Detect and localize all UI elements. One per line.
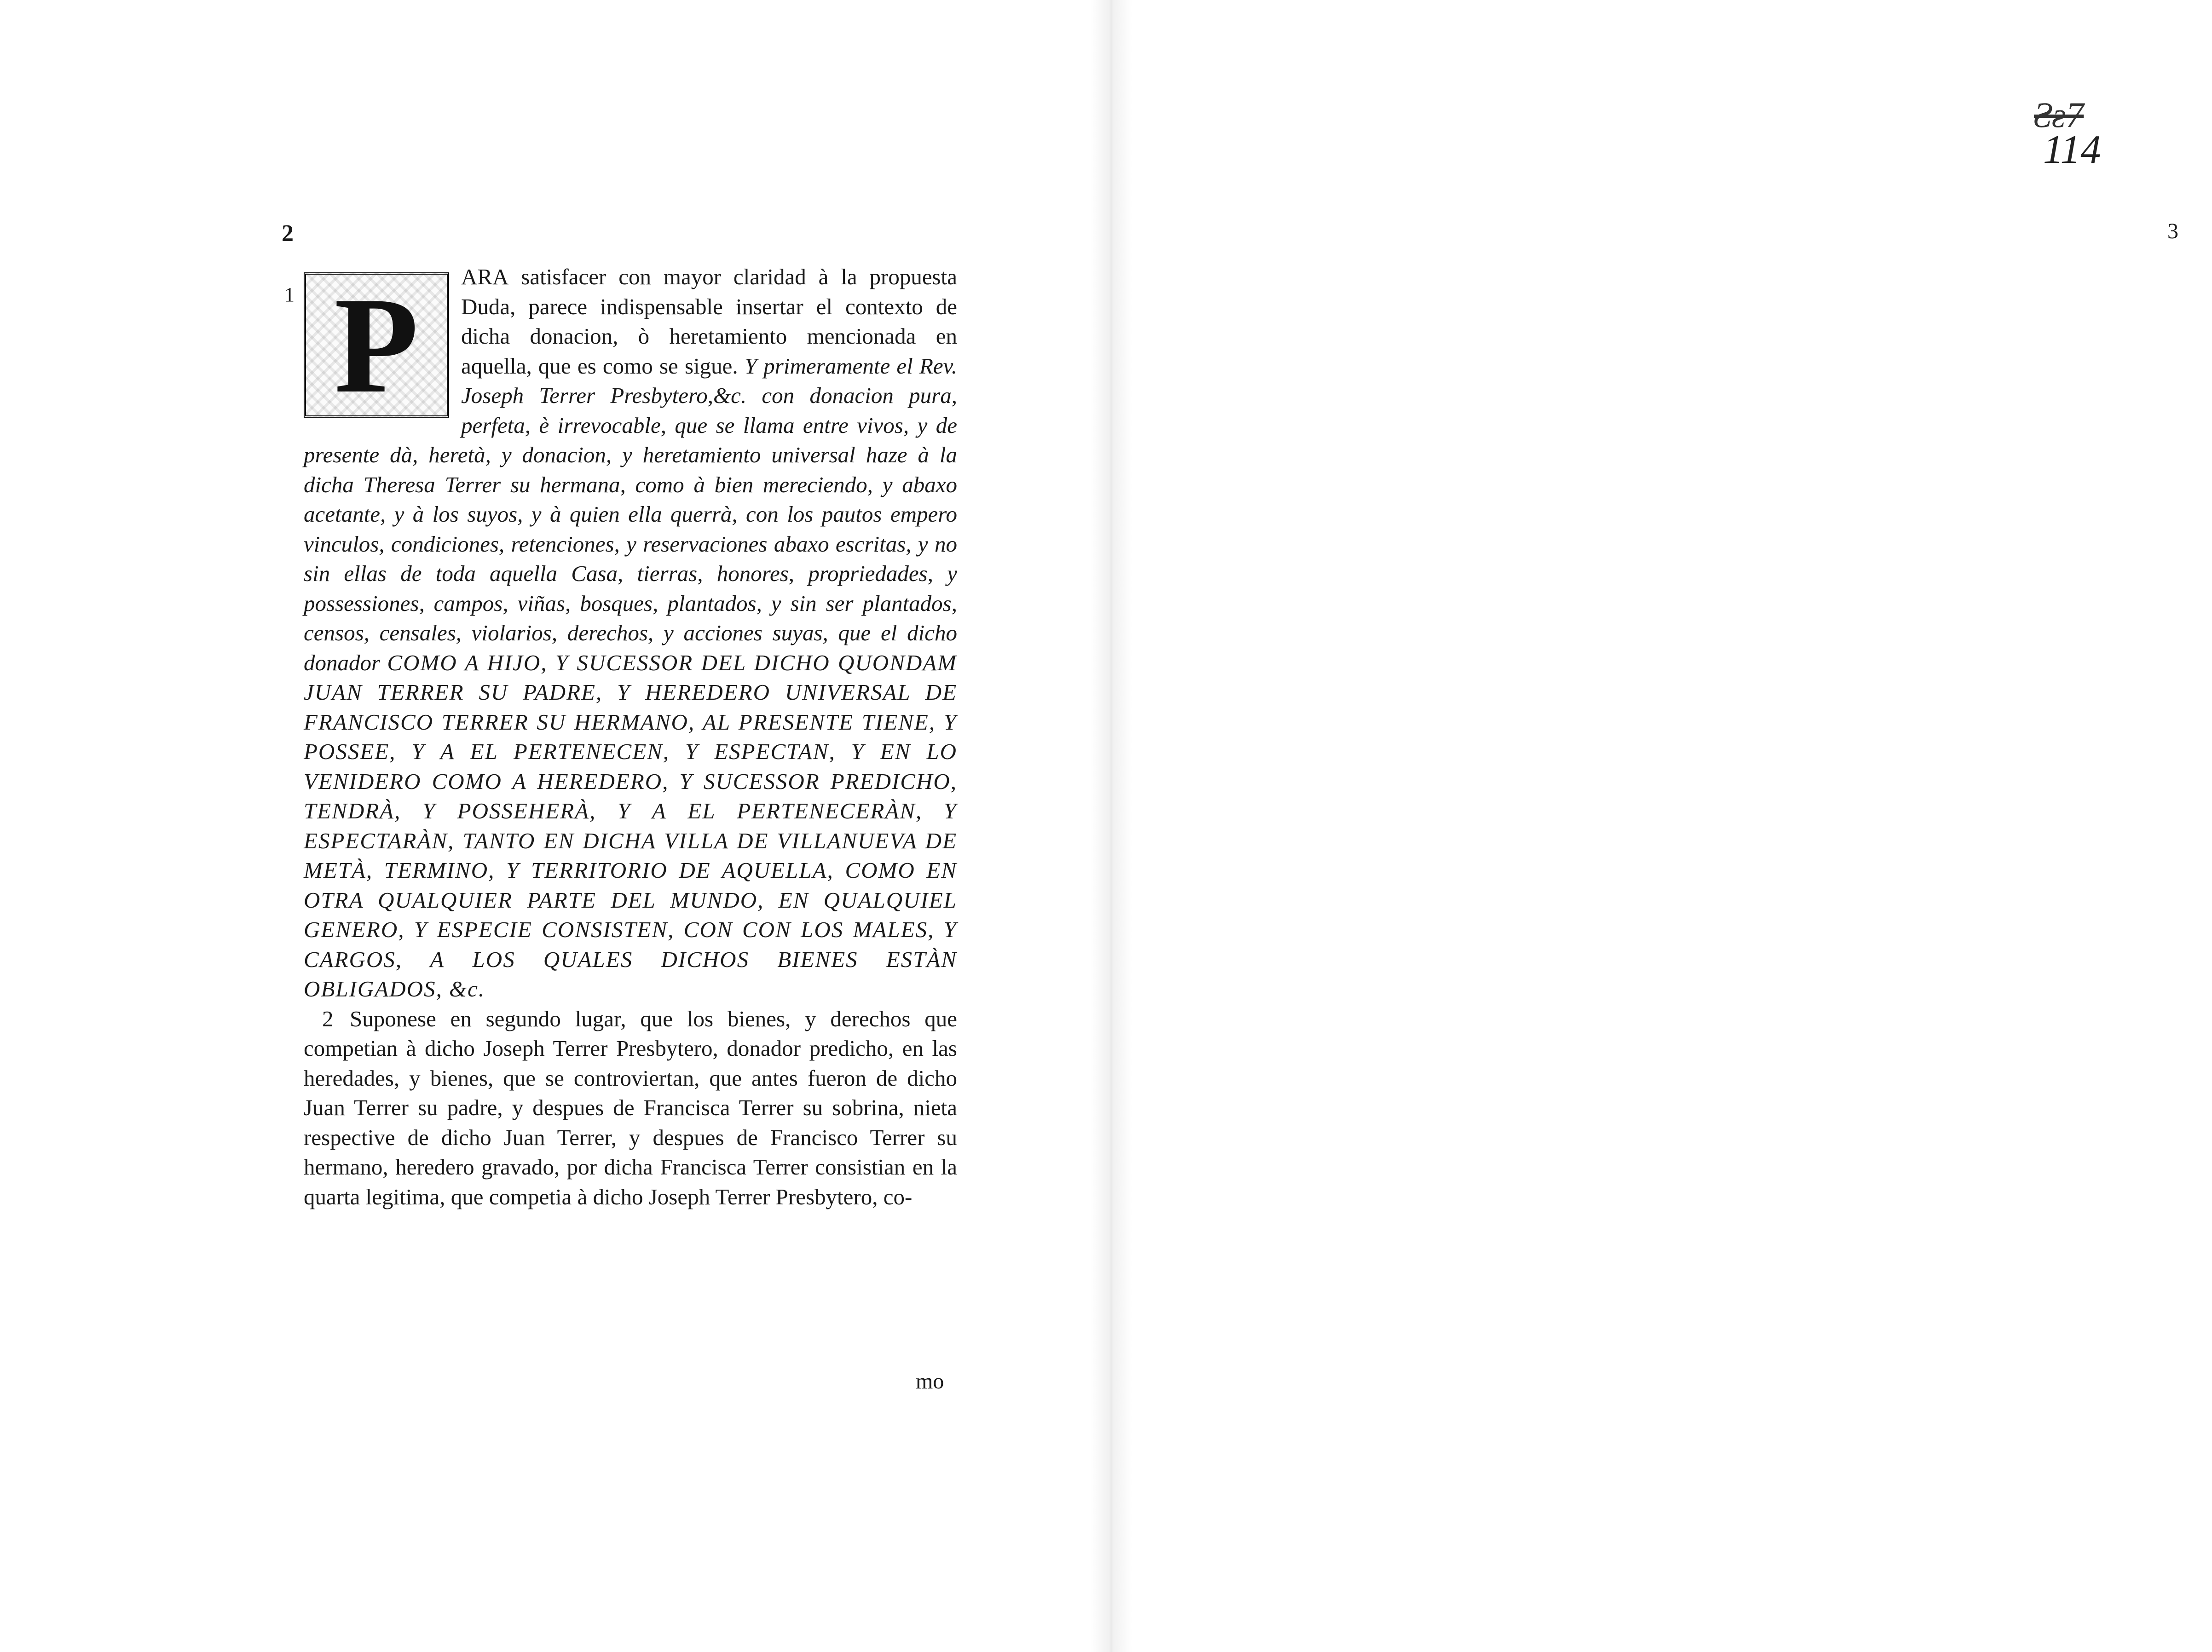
right-page-number: 3 (2167, 219, 2178, 243)
donation-quote: Y primeramente el Rev. Joseph Terrer Presbytero,&c. con donacion pura, perfeta, è irrevocable, que se llama entre vivos, y de presente dà, heretà, y donacion, y heretamiento universal haze à la dicha Theresa Terrer su hermana, como à bien mereciendo, y abaxo acetante, y à los suyos, y à quien ella querrà, con los pautos empero vinculos, condiciones, retenciones, y reservaciones abaxo escritas, y no sin ellas de toda aquella Casa, tierras, honores, propriedades, y possessiones, campos, viñas, bosques, plantados, y sin ser plantados, censos, censales, violarios, derechos, y acciones suyas, que el dicho donador (304, 353, 957, 675)
left-page-body (304, 262, 957, 1212)
ornamental-dropcap: P (304, 272, 449, 418)
paragraph-2-text: Suponese en segundo lugar, que los bienes, y derechos que competian à dicho Joseph Terrer Presbytero, donador predicho, en las heredades, y bienes, que se controviertan, que antes fueron de dicho Juan Terrer su padre, y despues de Francisca Terrer su sobrina, nieta respective de dicho Juan Terrer, y despues de Francisco Terrer su hermano, heredero gravado, por dicha Francisca Terrer consistian en la quarta legitima, que competia à dicho Joseph Terrer Presbytero, co- (304, 1006, 957, 1209)
handwritten-folio-number: 114 (2043, 127, 2101, 172)
handwritten-folio-crossed: Ƨƨ7 (2034, 95, 2084, 135)
paragraph-2-marker: 2 (322, 1006, 334, 1031)
paragraph-2 (304, 1004, 957, 1212)
left-catchword: mo (916, 1369, 944, 1393)
donation-quote-caps: COMO A HIJO, Y SUCESSOR DEL DICHO QUONDAM JUAN TERRER SU PADRE, Y HEREDERO UNIVERSAL DE FRANCISCO TERRER SU HERMANO, AL PRESENTE TIENE, Y POSSEE, Y A EL PERTENECEN, Y ESPECTAN, Y EN LO VENIDERO COMO A HEREDERO, Y SUCESSOR PREDICHO, TENDRÀ, Y POSSEHERÀ, Y A EL PERTENECERÀN, Y ESPECTARÀN, TANTO EN DICHA VILLA DE VILLANUEVA DE METÀ, TERMINO, Y TERRITORIO DE AQUELLA, COMO EN OTRA QUALQUIER PARTE DEL MUNDO, EN QUALQUIEL GENERO, Y ESPECIE CONSISTEN, CON CON LOS MALES, Y CARGOS, A LOS QUALES DICHOS BIENES ESTÀN OBLIGADOS, &c. (304, 650, 957, 1002)
left-page-number: 2 (282, 220, 294, 247)
paragraph-1-text: satisfacer con mayor claridad à la propuesta Duda, parece indispensable insertar el contexto de dicha donacion, ò heretamiento mencionada en aquella, que es como se sigue. (461, 264, 957, 379)
paragraph-1 (304, 262, 957, 1004)
left-page (0, 0, 1091, 1652)
paragraph-1-marker: 1 (284, 283, 295, 306)
right-page (1132, 0, 2212, 1652)
book-gutter (1091, 0, 1132, 1652)
opening-word: ARA (461, 264, 509, 289)
